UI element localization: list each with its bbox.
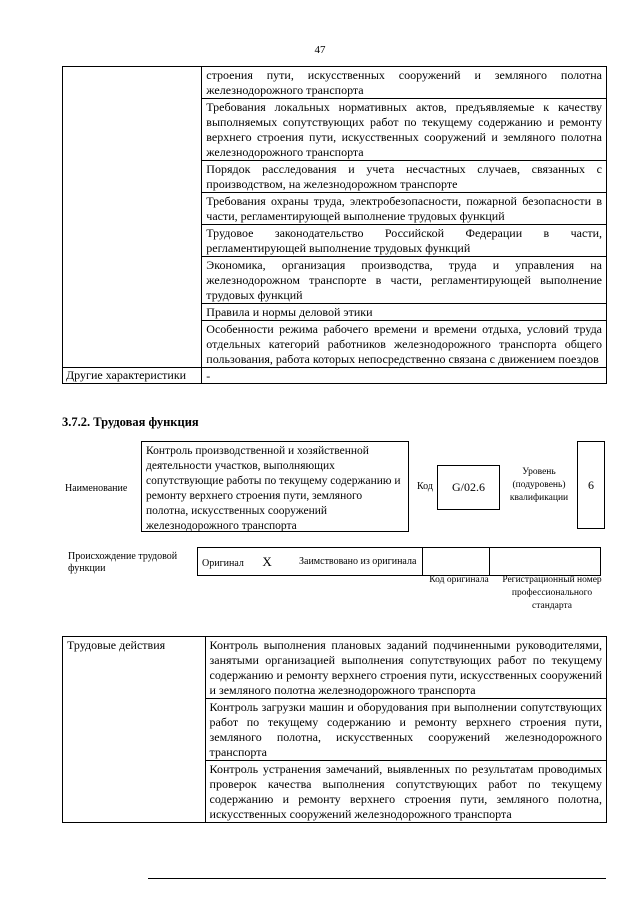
knowledge-item: строения пути, искусственных сооружений и земляного полотна железнодорожного транспорта [202, 67, 607, 99]
empty-label-cell [63, 67, 202, 368]
reg-number-caption: Регистрационный номер профессионального стандарта [502, 575, 602, 611]
divider [148, 878, 606, 879]
table-row [63, 637, 607, 699]
labor-actions-table [62, 636, 607, 823]
knowledge-item: Требования локальных нормативных актов, предъявляемые к качеству выполняемых сопутствующих работ по текущему содержанию и ремонту верхнего строения пути, искусственных сооружений и земляного полотна железнодорожного транспорта [202, 99, 607, 161]
borrowed-cell: Заимствовано из оригинала [289, 548, 423, 576]
labor-action: Контроль выполнения плановых заданий подчиненными руководителями, занятыми организацией выполнения сопутствующих работ по текущему содержанию и ремонту верхнего строения пути, искусственных сооружений и земляного полотна железнодорожного транспорта [205, 637, 606, 699]
table-row [63, 67, 607, 99]
name-label: Наименование [65, 483, 128, 494]
knowledge-item: Требования охраны труда, электробезопасности, пожарной безопасности в части, регламентирующей выполнение трудовых функций [202, 193, 607, 225]
labor-action: Контроль устранения замечаний, выявленных по результатам проводимых проверок качества выполнения сопутствующих работ по текущему содержанию и ремонту верхнего строения пути, земляного полотна, искусственных сооружений железнодорожного транспорта [205, 761, 606, 823]
labor-action: Контроль загрузки машин и оборудования при выполнении сопутствующих работ по текущему содержанию и ремонту верхнего строения пути, земляного полотна, искусственных сооружений железнодорожного транспорта [205, 699, 606, 761]
knowledge-item: Особенности режима рабочего времени и времени отдыха, условий труда отдельных категорий работников железнодорожного транспорта общего пользования, работа которых непосредственно связана с движением поездов [202, 321, 607, 368]
function-name-box: Контроль производственной и хозяйственной деятельности участков, выполняющих сопутствующие работы по текущему содержанию и ремонту верхнего строения пути, земляного полотна, искусственных сооружений железнодорожного транспорта [141, 441, 409, 532]
function-code-box: G/02.6 [437, 465, 500, 510]
section-title: 3.7.2. Трудовая функция [62, 415, 199, 429]
origin-label: Происхождение трудовой функции [68, 551, 178, 574]
table-row [198, 548, 601, 576]
code-original-caption: Код оригинала [429, 575, 489, 585]
knowledge-item: Порядок расследования и учета несчастных случаев, связанных с производством, на железнодорожном транспорте [202, 161, 607, 193]
code-label: Код [417, 481, 433, 492]
origin-table [197, 547, 601, 576]
page-number: 47 [314, 44, 326, 56]
reg-number-cell [490, 548, 601, 576]
table-row [63, 368, 607, 384]
knowledge-item: Правила и нормы деловой этики [202, 304, 607, 321]
other-characteristics-value: - [202, 368, 607, 384]
knowledge-item: Трудовое законодательство Российской Федерации в части, регламентирующей выполнение трудовых функций [202, 225, 607, 257]
original-mark: X [262, 553, 272, 569]
code-original-cell [423, 548, 490, 576]
other-characteristics-label: Другие характеристики [63, 368, 202, 384]
qualification-level-box: 6 [577, 441, 605, 529]
knowledge-item: Экономика, организация производства, труда и управления на железнодорожном транспорте в части, регламентирующей выполнение трудовых функций [202, 257, 607, 304]
required-knowledge-table [62, 66, 607, 384]
original-cell [198, 548, 290, 576]
level-label: Уровень (подуровень) квалификации [509, 467, 569, 503]
labor-actions-label: Трудовые действия [63, 637, 206, 823]
original-label: Оригинал [202, 557, 244, 569]
